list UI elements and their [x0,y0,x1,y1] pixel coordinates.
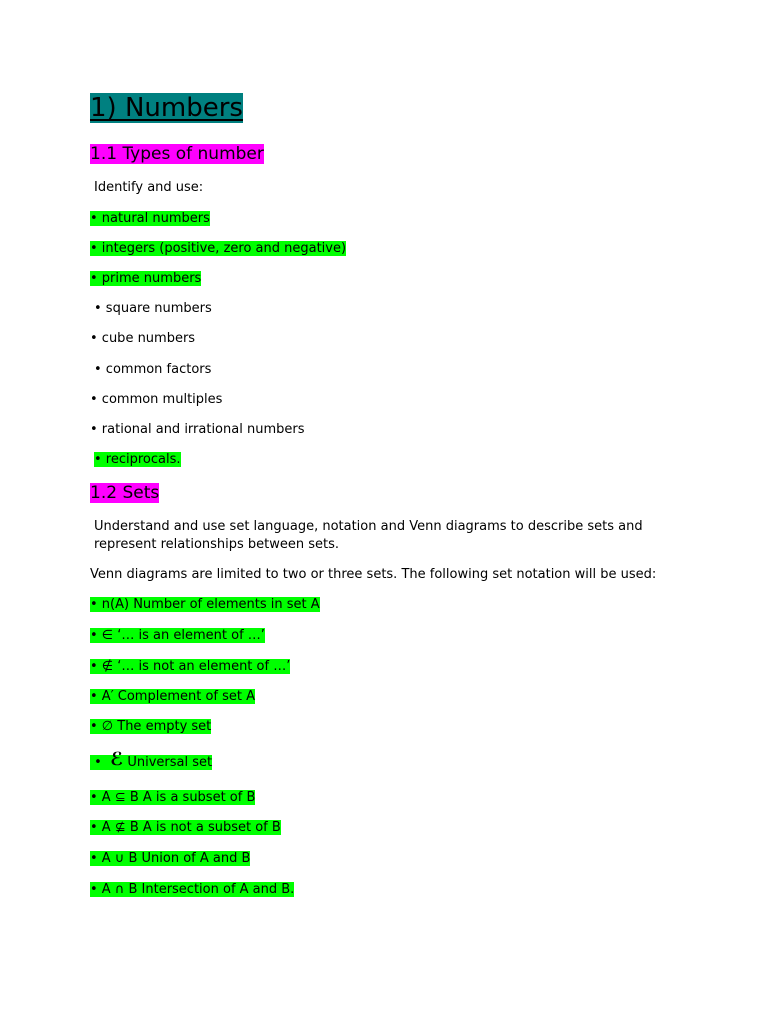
list-item-text: • A′ Complement of set A [90,689,256,704]
universal-set-symbol: ℰ [110,749,124,770]
list-item-text: • ∅ The empty set [90,719,212,734]
list-item-text: • integers (positive, zero and negative) [90,241,347,256]
list-item-text: • ∉ ‘… is not an element of …’ [90,659,291,674]
list-item-universal-set [90,749,213,771]
list-item [90,452,181,468]
document-page [90,0,690,1024]
section-1-heading: 1) Numbers [90,93,243,123]
list-item [90,659,290,675]
list-item [90,392,222,408]
list-item-text: • reciprocals. [94,452,181,467]
list-item [90,271,201,287]
section-1-2-heading-wrap [90,482,159,504]
section-1-2-note: Venn diagrams are limited to two or three sets. The following set notation will be used: [90,567,657,582]
list-item [90,628,265,644]
list-item-text: • common multiples [90,392,223,407]
list-item-text: • n(A) Number of elements in set A [90,597,320,612]
list-item [90,422,304,438]
list-item [90,597,320,613]
section-1-heading-wrap [90,92,243,124]
list-item-text: • A ⊆ B A is a subset of B [90,790,256,805]
list-item-text: • ∈ ‘… is an element of …’ [90,628,265,643]
list-item [90,851,250,867]
list-item-text: • A ∩ B Intersection of A and B. [90,882,295,897]
list-item [90,790,255,806]
list-item-text: • common factors [94,362,212,377]
list-item [90,211,210,227]
list-item [90,689,255,705]
list-item-text [90,749,213,770]
list-item [90,820,281,836]
section-1-1-intro: Identify and use: [94,180,204,195]
list-item-text: • A ∪ B Union of A and B [90,851,251,866]
list-item-text: • prime numbers [90,271,202,286]
universal-set-label: Universal set [127,755,213,770]
list-item [90,362,211,378]
list-item-text: • natural numbers [90,211,210,226]
list-item-text: • square numbers [94,301,212,316]
list-item [90,331,195,347]
bullet: • [94,755,102,770]
list-item-text: • A ⊈ B A is not a subset of B [90,820,281,835]
list-item [90,241,346,257]
section-1-1-heading: 1.1 Types of number [90,144,264,164]
section-1-2-intro: Understand and use set language, notation and Venn diagrams to describe sets and represent relationships between sets. [94,519,643,552]
list-item [90,301,212,317]
list-item [90,882,294,898]
section-1-1-heading-wrap [90,143,264,165]
section-1-2-heading: 1.2 Sets [90,483,160,503]
list-item [90,719,211,735]
list-item-text: • cube numbers [90,331,196,346]
list-item-text: • rational and irrational numbers [90,422,305,437]
